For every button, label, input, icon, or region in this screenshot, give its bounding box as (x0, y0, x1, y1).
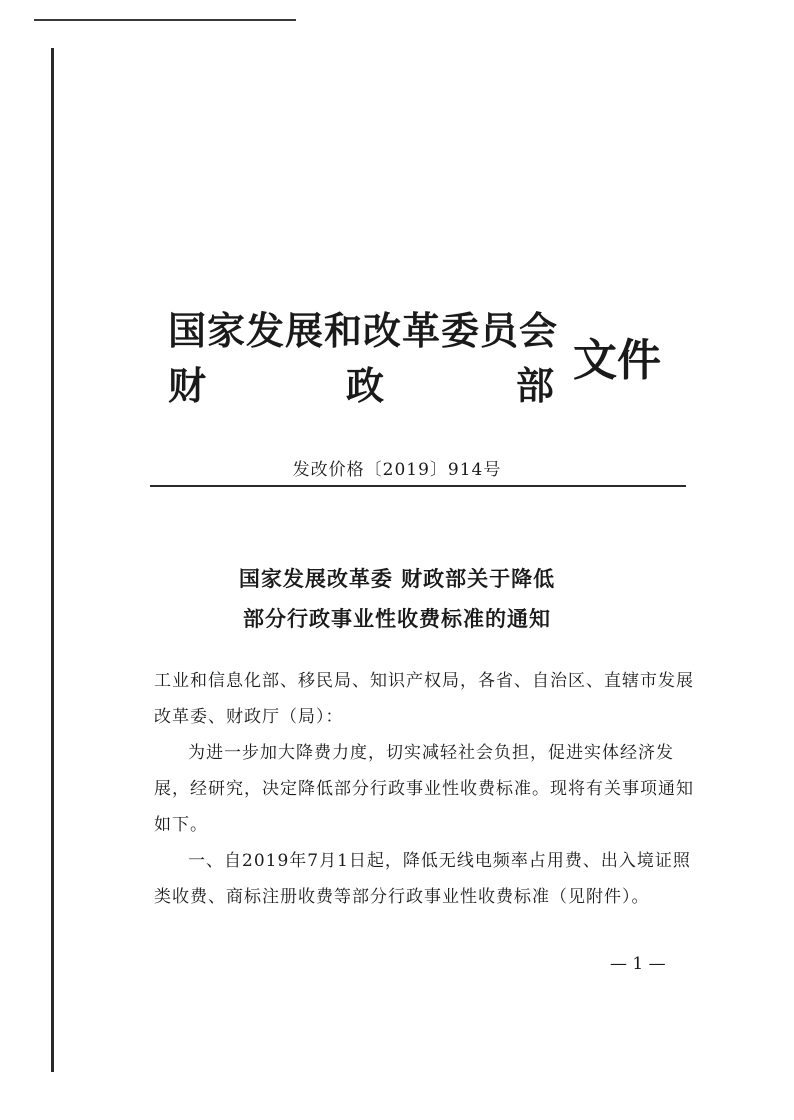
agency-mof-char-1: 财 (168, 364, 207, 408)
document-number: 发改价格〔2019〕914号 (292, 460, 502, 480)
paragraph-item-1: 一、自2019年7月1日起，降低无线电频率占用费、出入境证照类收费、商标注册收费等部分行政事业性收费标准（见附件）。 (154, 851, 691, 907)
notice-body (154, 663, 694, 915)
agency-mof-char-2: 政 (346, 364, 385, 408)
header-divider (150, 485, 686, 487)
agency-mof-char-3: 部 (516, 364, 555, 408)
paragraph-intro: 为进一步加大降费力度，切实减轻社会负担，促进实体经济发展，经研究，决定降低部分行政事业性收费标准。现将有关事项通知如下。 (154, 743, 694, 835)
document-label: 文件 (573, 335, 661, 386)
notice-title (0, 559, 794, 639)
agency-mof (168, 355, 568, 408)
notice-title-line-2: 部分行政事业性收费标准的通知 (243, 607, 551, 631)
scan-edge-top (34, 19, 296, 21)
issuing-agencies-header (168, 300, 688, 410)
recipients: 工业和信息化部、移民局、知识产权局，各省、自治区、直辖市发展改革委、财政厅（局）： (154, 671, 694, 727)
page-number: — 1 — (610, 954, 666, 974)
agency-ndrc: 国家发展和改革委员会 (168, 309, 559, 353)
notice-title-line-1: 国家发展改革委 财政部关于降低 (238, 567, 556, 591)
